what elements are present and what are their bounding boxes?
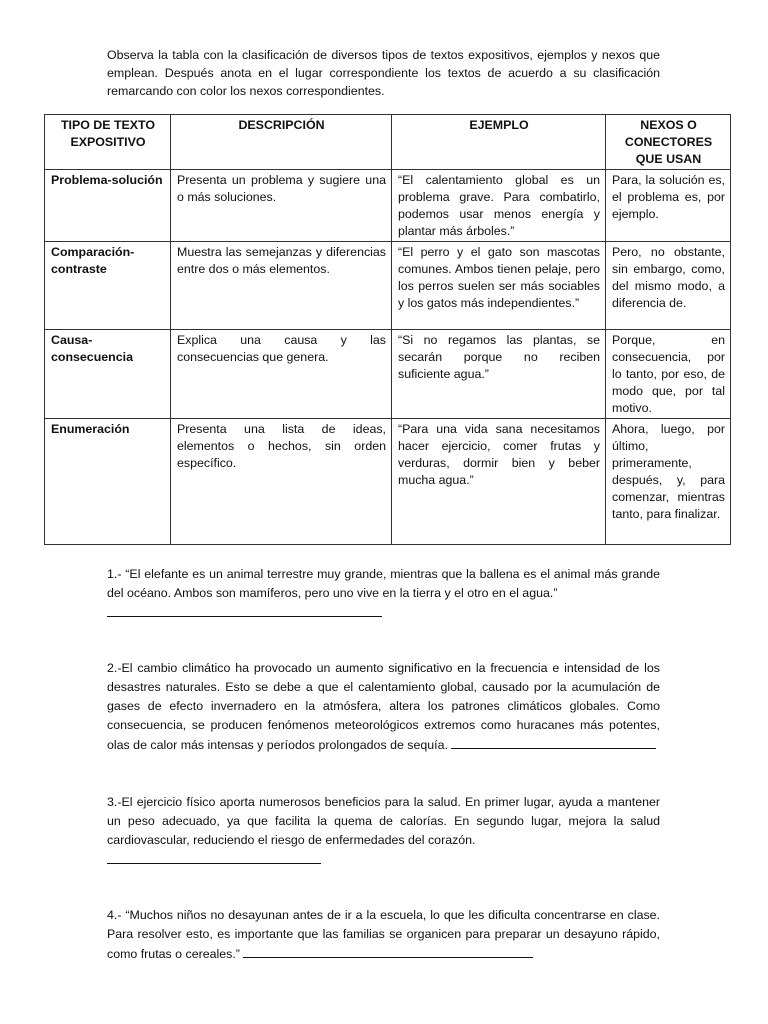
cell-ejemplo: “El perro y el gato son mascotas comunes. Ambos tienen pelaje, pero los perros suelen ser más sociables y los gatos más independientes.”: [392, 242, 606, 330]
cell-ejemplo: “Si no regamos las plantas, se secarán porque no reciben suficiente agua.”: [392, 330, 606, 419]
exercise-text: 1.- “El elefante es un animal terrestre muy grande, mientras que la ballena es el animal más grande del océano. Ambos son mamíferos, pero uno vive en la tierra y el otro en el agua.”: [107, 567, 660, 600]
answer-blank-4[interactable]: [243, 944, 533, 958]
cell-tipo: Comparación-contraste: [45, 242, 171, 330]
cell-nexos: Ahora, luego, por último, primeramente, después, y, para comenzar, mientras tanto, para finalizar.: [606, 419, 731, 545]
cell-ejemplo: “Para una vida sana necesitamos hacer ejercicio, comer frutas y verduras, dormir bien y beber mucha agua.”: [392, 419, 606, 545]
cell-nexos: Pero, no obstante, sin embargo, como, del mismo modo, a diferencia de.: [606, 242, 731, 330]
answer-blank-2[interactable]: [451, 735, 656, 749]
cell-descripcion: Muestra las semejanzas y diferencias entre dos o más elementos.: [171, 242, 392, 330]
table-row: [45, 170, 731, 242]
instructions-paragraph: Observa la tabla con la clasificación de diversos tipos de textos expositivos, ejemplos y nexos que emplean. Después anota en el lugar correspondiente los textos de acuerdo a su clasificación remarcando con color los nexos correspondientes.: [107, 48, 660, 98]
exercise-text: 2.-El cambio climático ha provocado un aumento significativo en la frecuencia e intensidad de los desastres naturales. Esto se debe a que el calentamiento global, causado por la acumulación de gases de efecto invernadero en la atmósfera, altera los patrones climáticos globales. Como consecuencia, se producen fenómenos meteorológicos extremos como huracanes más potentes, olas de calor más intensas y períodos prolongados de sequía.: [107, 661, 660, 752]
table-row: [45, 419, 731, 545]
cell-descripcion: Presenta un problema y sugiere una o más soluciones.: [171, 170, 392, 242]
header-descripcion: DESCRIPCIÓN: [171, 115, 392, 170]
cell-ejemplo: “El calentamiento global es un problema grave. Para combatirlo, podemos usar menos energía y plantar más árboles.”: [392, 170, 606, 242]
cell-tipo: Problema-solución: [45, 170, 171, 242]
cell-descripcion: Explica una causa y las consecuencias que genera.: [171, 330, 392, 419]
header-ejemplo: EJEMPLO: [392, 115, 606, 170]
answer-blank-1[interactable]: [107, 603, 382, 617]
table-row: [45, 330, 731, 419]
cell-nexos: Porque, en consecuencia, por lo tanto, por eso, de modo que, por tal motivo.: [606, 330, 731, 419]
cell-tipo: Causa-consecuencia: [45, 330, 171, 419]
cell-nexos: Para, la solución es, el problema es, por ejemplo.: [606, 170, 731, 242]
exercise-3: [107, 793, 660, 870]
table-row: [45, 242, 731, 330]
table-header-row: [45, 115, 731, 170]
exercise-2: [107, 659, 660, 755]
cell-descripcion: Presenta una lista de ideas, elementos o hechos, sin orden específico.: [171, 419, 392, 545]
exercise-text: 4.- “Muchos niños no desayunan antes de ir a la escuela, lo que les dificulta concentrarse en clase. Para resolver esto, es importante que las familias se organicen para preparar un desayuno rápido, como frutas o cereales.”: [107, 908, 660, 961]
cell-tipo: Enumeración: [45, 419, 171, 545]
header-tipo: TIPO DE TEXTO EXPOSITIVO: [45, 115, 171, 170]
expository-types-table: [44, 114, 731, 545]
exercise-4: [107, 906, 660, 964]
header-nexos: NEXOS O CONECTORES QUE USAN: [606, 115, 731, 170]
exercise-text: 3.-El ejercicio físico aporta numerosos beneficios para la salud. En primer lugar, ayuda a mantener un peso adecuado, ya que facilita la quema de calorías. En segundo lugar, mejora la salud cardiovascular, reduciendo el riesgo de enfermedades del corazón.: [107, 795, 660, 847]
exercise-1: [107, 565, 660, 623]
answer-blank-3[interactable]: [107, 850, 321, 864]
